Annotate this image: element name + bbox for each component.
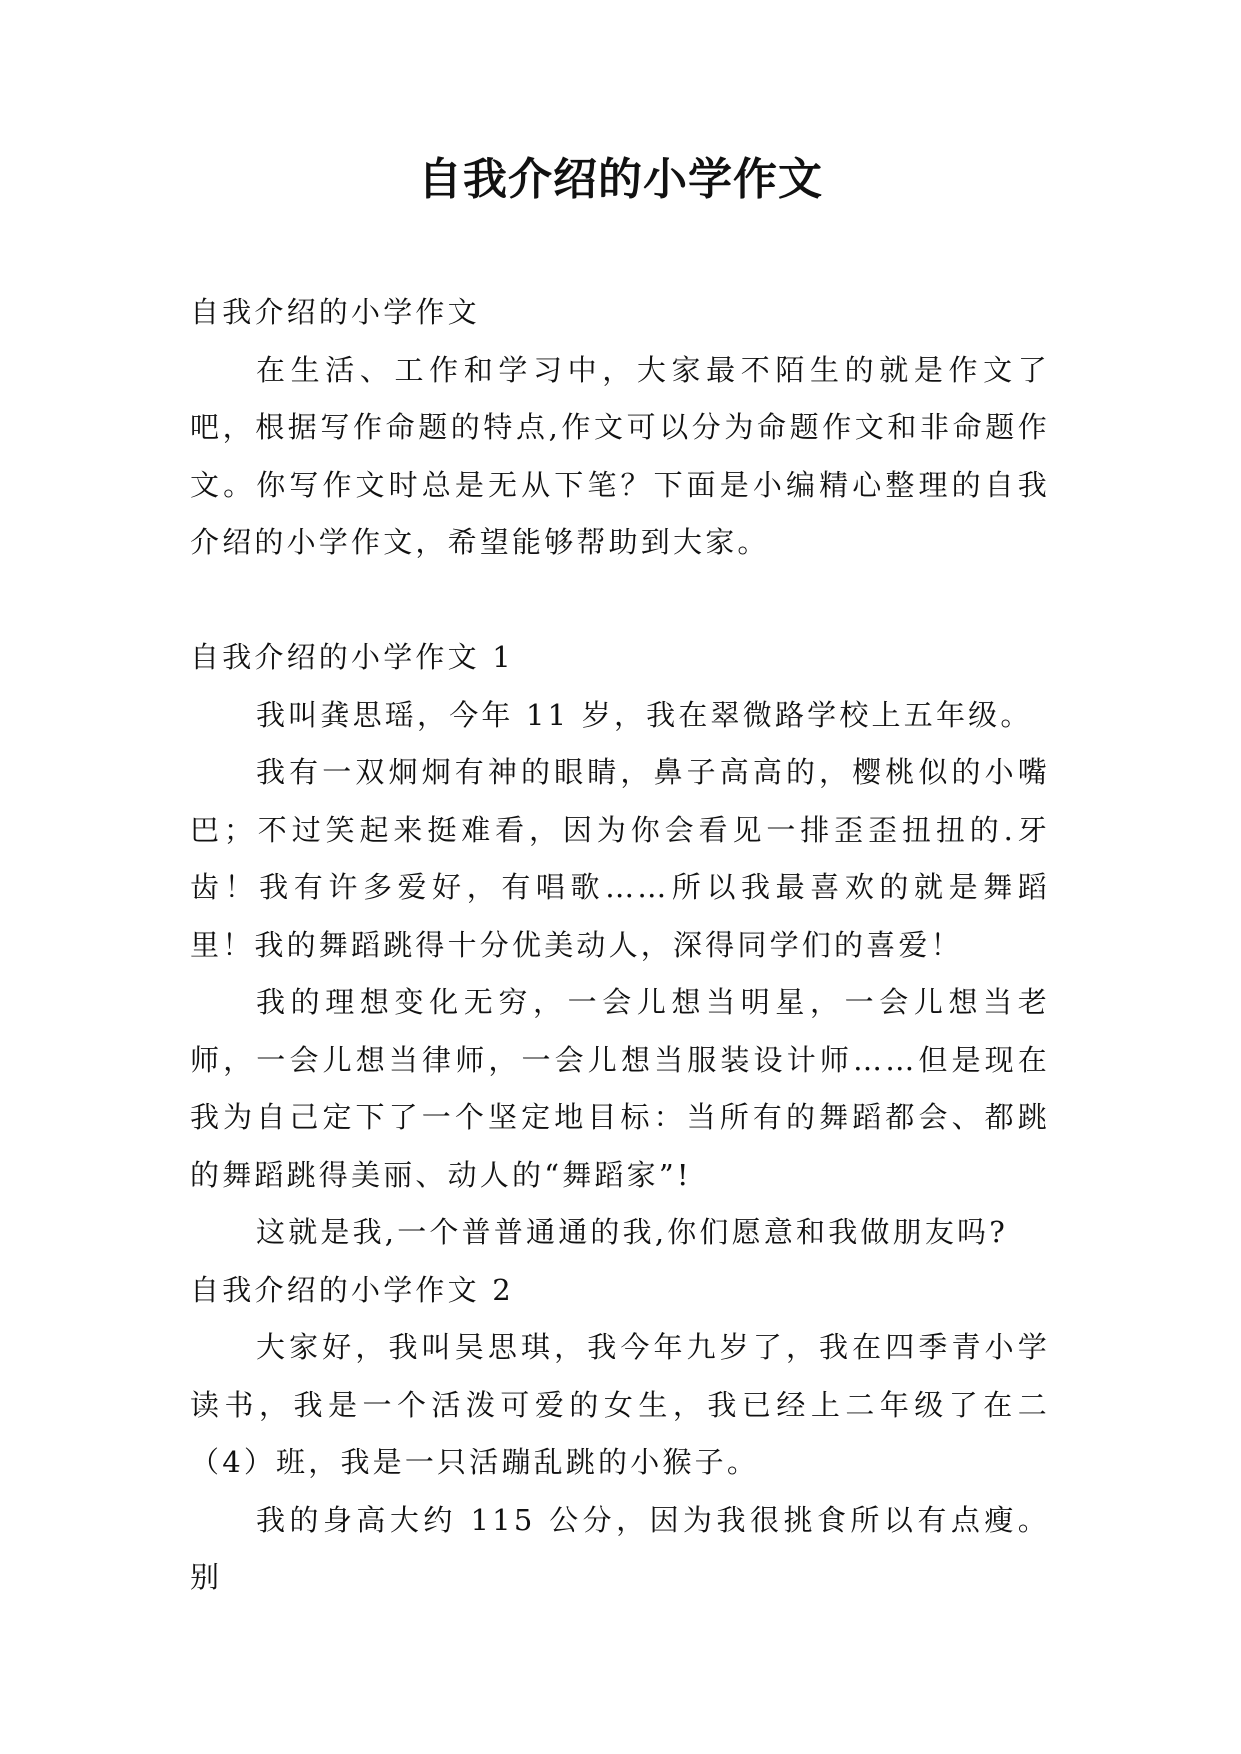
section-heading-essay-1: 自我介绍的小学作文 1 — [190, 640, 514, 674]
paragraph-essay-1-dream: 我的理想变化无穷，一会儿想当明星，一会儿想当老师，一会儿想当律师，一会儿想当服装设计师……但是现在我为自己定下了一个坚定地目标：当所有的舞蹈都会、都跳的舞蹈跳得美丽、动人的“舞蹈家”! — [190, 985, 1050, 1192]
paragraph-essay-1-name: 我叫龚思瑶，今年 11 岁，我在翠微路学校上五年级。 — [256, 697, 1033, 732]
paragraph-essay-2-height: 我的身高大约 115 公分，因为我很挑食所以有点瘦。别 — [190, 1502, 1050, 1594]
paragraph-essay-1-closing: 这就是我,一个普普通通的我,你们愿意和我做朋友吗? — [256, 1215, 1008, 1249]
paragraph-intro: 在生活、工作和学习中，大家最不陌生的就是作文了吧，根据写作命题的特点,作文可以分为命题作文和非命题作文。你写作文时总是无从下笔？下面是小编精心整理的自我介绍的小学作文，希望能够帮助到大家。 — [190, 352, 1050, 559]
section-heading-intro: 自我介绍的小学作文 — [190, 295, 480, 329]
document-title: 自我介绍的小学作文 — [418, 154, 823, 205]
blank-line — [190, 572, 1050, 630]
paragraph-essay-2-intro: 大家好，我叫吴思琪，我今年九岁了，我在四季青小学读书，我是一个活泼可爱的女生，我已经上二年级了在二（4）班，我是一只活蹦乱跳的小猴子。 — [190, 1330, 1050, 1479]
section-heading-essay-2: 自我介绍的小学作文 2 — [190, 1272, 514, 1307]
document-body — [190, 284, 1050, 1607]
paragraph-essay-1-appearance: 我有一双炯炯有神的眼睛，鼻子高高的，樱桃似的小嘴巴；不过笑起来挺难看，因为你会看见一排歪歪扭扭的.牙齿！我有许多爱好，有唱歌……所以我最喜欢的就是舞蹈里！我的舞蹈跳得十分优美动人，深得同学们的喜爱！ — [190, 755, 1050, 962]
